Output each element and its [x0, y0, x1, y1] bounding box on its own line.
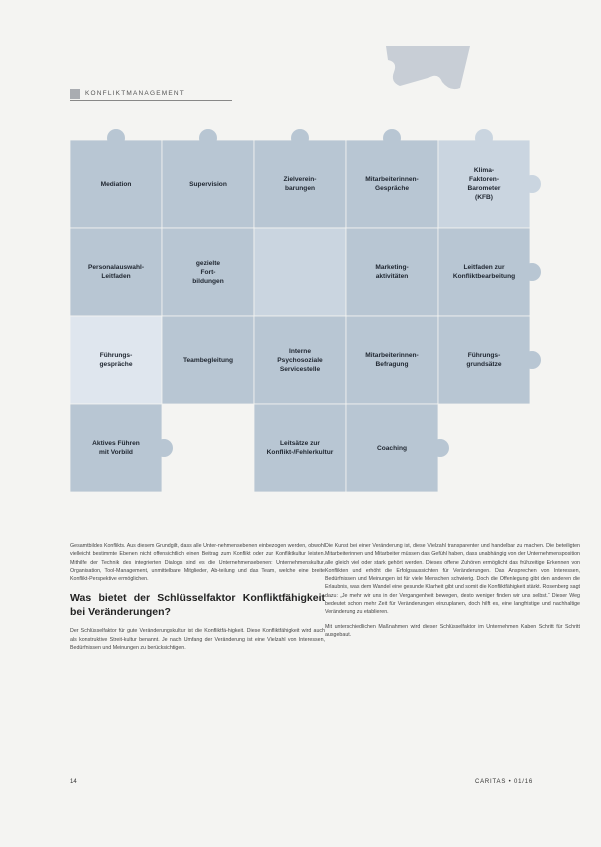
puzzle-tile-label: Mitarbeiterinnen- Befragung	[365, 352, 419, 368]
puzzle-knob	[291, 129, 309, 147]
puzzle-tile-label: Leitsätze zur Konflikt-/Fehlerkultur	[266, 440, 334, 456]
puzzle-tile-label: Marketing- aktivitäten	[375, 264, 409, 280]
puzzle-tile-label: Supervision	[189, 180, 227, 188]
right-paragraph-2: Mit unterschiedlichen Maßnahmen wird dieser Schlüsselfaktor im Unternehmen Kaben Schritt für Schritt ausgebaut.	[325, 623, 580, 638]
puzzle-tile-label: Zielverein- barungen	[283, 176, 317, 192]
puzzle-tile-label: Aktives Führen mit Vorbild	[92, 440, 140, 456]
right-paragraph-1: Die Kunst bei einer Veränderung ist, diese Vielzahl transparenter und handelbar zu machen. Die beteiligten Mitarbeiterinnen und Mitarbeiter müssen das Gefühl haben, dass unabhängig von der Unternehmensposition alle gleich viel oder stark gehört werden. Dieses offene Zuhören ermöglicht das frühzeitige Erkennen von Konflikten und erhöht die Erfolgsaussichten für Veränderungen. Das Ansprechen von Interessen, Bedürfnissen und Meinungen ist für viele Menschen schwierig. Doch die Offenlegung gibt den anderen die Erlaubnis, was dem Wandel eine gesunde Klarheit gibt und somit die Konfliktfähigkeit stärkt. Rosenberg sagt dazu: „Je mehr wir uns in der Vergangenheit bewegen, desto weniger finden wir uns selbst.“ Dieser Weg bedeutet schon mehr Zeit für Veränderungen einzuplanen, doch hilft es, eine langfristige und nachhaltige Veränderung zu etablieren.	[325, 543, 580, 616]
puzzle-tile-label: Teambegleitung	[182, 356, 234, 364]
left-column	[70, 542, 325, 658]
puzzle-tile-label: Personalauswahl- Leitfaden	[87, 264, 145, 280]
issue-label: CARITAS • 01/16	[474, 779, 533, 785]
puzzle-knob	[107, 129, 125, 147]
puzzle-tile-label: Führungs- grundsätze	[466, 352, 502, 368]
section-header-label: KONFLIKTMANAGEMENT	[85, 90, 185, 97]
puzzle-knob	[383, 129, 401, 147]
right-column	[325, 542, 580, 645]
puzzle-tile-label: Coaching	[376, 444, 408, 452]
puzzle-tile-label: gezielte Fort- bildungen	[192, 259, 224, 285]
puzzle-tile-label: Führungs- gespräche	[99, 352, 133, 368]
puzzle-knob	[199, 129, 217, 147]
left-paragraph-1: Gesamtbildes Konflikts. Aus diesem Grundgilt, dass alle Unter-nehmensebenen einbezogen werden, obwohl vielleicht bestimmte Ebenen nicht offensichtlich einen Beitrag zum Konflikt oder zur Konfliktkultur leisten. Mithilfe der Technik des integrierten Dialogs sind es die Unternehmensebenen: Unternehmenskultur, Organisation, Tool-Management, unmittelbare Mitglieder, Ab-teilung und das Team, welche eine breite Konflikt-Perspektive ermöglichen.	[70, 543, 325, 583]
puzzle-tile-label: Mediation	[100, 180, 132, 188]
article-heading: Was bietet der Schlüsselfaktor Konfliktfähigkeit bei Veränderungen?	[70, 592, 325, 619]
puzzle-knob	[475, 129, 493, 147]
left-paragraph-2: Der Schlüsselfaktor für gute Veränderungskultur ist die Konfliktfä-higkeit. Diese Konfliktfähigkeit wird auch als konstruktive Streit-kultur benannt. Je nach Umfang der Veränderung ist eine Vielzahl von Interessen, Bedürfnissen und Meinungen zu berücksichtigen.	[70, 628, 325, 652]
puzzle-tile-label: Interne Psychosoziale Servicestelle	[277, 347, 323, 373]
puzzle-tile	[254, 228, 346, 316]
puzzle-tile-label: Leitfaden zur Konfliktbearbeitung	[452, 264, 516, 280]
puzzle-tile-label: Mitarbeiterinnen- Gespräche	[365, 176, 419, 192]
page-number: 14	[70, 779, 77, 785]
puzzle-tile-label: Klima- Faktoren- Barometer (KFB)	[467, 167, 501, 201]
